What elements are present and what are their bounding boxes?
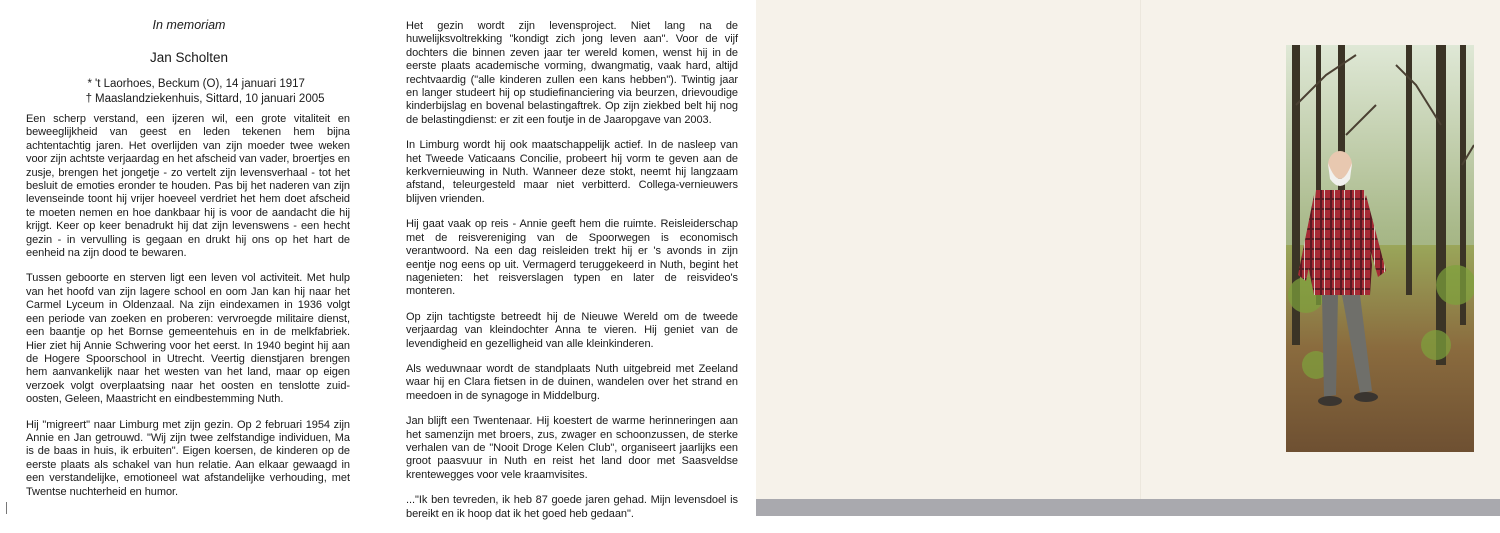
portrait-photo — [1286, 45, 1474, 452]
middle-paragraph: Het gezin wordt zijn levensproject. Niet lang na de huwelijksvoltrekking "kondigt zich jong leven aan". Voor de vijf dochters die binnen zeven jaar ter wereld komen, wenst hij in de eerste plaats academische vorming, dwangmatig, vaak hard, altijd rechtvaardig ("alle kinderen zullen een kans hebben"). Twintig jaar en langer studeert hij op studiefinanciering via beurzen, drievoudige kinderbijslag en bovenal belastingaftrek. Op zijn ziekbed belt hij nog de belastingdienst: er zit een foutje in de Jaaropgave van 2003. — [406, 20, 738, 126]
life-dates — [80, 77, 325, 107]
death-text: Maaslandziekenhuis, Sittard, 10 januari 2005 — [95, 93, 325, 105]
middle-paragraph: Jan blijft een Twentenaar. Hij koestert de warme herinneringen aan het samenzijn met broers, zus, zwager en schoonzussen, de sterke verhalen van de "Nooit Droge Kelen Club", organiseert jaarlijks een groot paasvuur in Nuth en reist het land door met Saasveldse krentewegges voor vele kraamvisites. — [406, 415, 738, 481]
left-body-text — [26, 113, 350, 511]
scan-mark — [6, 502, 7, 514]
death-row — [80, 92, 325, 107]
middle-paragraph: Als weduwnaar wordt de standplaats Nuth uitgebreid met Zeeland waar hij en Clara fietsen in de duinen, wandelen over het strand en meedoen in de synagoge in Middelburg. — [406, 362, 738, 402]
middle-body-text — [406, 20, 738, 533]
birth-text: 't Laorhoes, Beckum (O), 14 januari 1917 — [95, 78, 305, 90]
birth-symbol: * — [87, 78, 92, 90]
deceased-name: Jan Scholten — [149, 50, 229, 65]
card-crease — [1140, 0, 1141, 499]
birth-row — [80, 77, 325, 92]
death-symbol: † — [85, 93, 92, 105]
middle-paragraph: ..."Ik ben tevreden, ik heb 87 goede jaren gehad. Mijn levensdoel is bereikt en ik hoop dat ik het goed heb gedaan". — [406, 494, 738, 520]
left-paragraph: Tussen geboorte en sterven ligt een leven vol activiteit. Met hulp van het hoofd van zijn lagere school en oom Jan kan hij naar het Carmel Lyceum in Oldenzaal. Na zijn eindexamen in 1936 volgt een periode van zoeken en proberen: vervroegde militaire dienst, een baantje op het Bornse gemeentehuis en in de melkfabriek. Hier ziet hij Annie Schwering voor het eerst. In 1940 begint hij aan de Hogere Spoorschool in Utrecht. Veertig dienstjaren brengen hem aanvankelijk naar het westen van het land, maar op eigen verzoek volgt overplaatsing naar het oosten en tenslotte zuid-oosten, Geleen, Maastricht en eindbestemming Nuth. — [26, 272, 350, 406]
middle-paragraph: Op zijn tachtigste betreedt hij de Nieuwe Wereld om de tweede verjaardag van kleindochter Anna te vieren. Hij geniet van de levendigheid en gezelligheid van alle kleinkinderen. — [406, 310, 738, 350]
scan-background-strip — [756, 499, 1500, 516]
left-paragraph: Een scherp verstand, een ijzeren wil, een grote vitaliteit en beweeglijkheid van geest en leden tekenen hem bijna achtentachtig jaren. Het overlijden van zijn moeder twee weken voor zijn achtste verjaardag en het afscheid van vader, broertjes en zusje, brengen het jongetje - zo vertelt zijn levensverhaal - tot het besluit de emoties eronder te houden. Pas bij het naderen van zijn levenseinde toont hij vrijer hoeveel verdriet het hem doet afscheid te moeten nemen en hoe dankbaar hij is voor de aandacht die hij krijgt. Keer op keer benadrukt hij dat zijn levenswens - een hecht gezin - in vervulling is gegaan en drukt hij ons op het hart de eenheid na zijn dood te bewaren. — [26, 113, 350, 260]
left-paragraph: Hij "migreert" naar Limburg met zijn gezin. Op 2 februari 1954 zijn Annie en Jan getrouwd. "Wij zijn twee zelfstandige individuen, Ma is de baas in huis, ik erbuiten". Eigen koersen, de kinderen op de eerste plaats als schakel van hun relatie. Aan elkaar gewaagd in een verstandelijke, emotioneel wat afstandelijke verhouding, met Twentse nuchterheid en humor. — [26, 418, 350, 498]
memoriam-heading: In memoriam — [152, 18, 226, 32]
left-page — [0, 0, 378, 516]
middle-paragraph: In Limburg wordt hij ook maatschappelijk actief. In de nasleep van het Tweede Vaticaans Concilie, probeert hij vorm te geven aan de kerkvernieuwing in Nuth. Wanneer deze stokt, neemt hij langzaam afstand, teleurgesteld maar niet verbitterd. Collega-vernieuwers blijven vrienden. — [406, 139, 738, 205]
forest-walk-photo — [1286, 45, 1474, 452]
middle-paragraph: Hij gaat vaak op reis - Annie geeft hem die ruimte. Reisleiderschap met de reisvereniging van de Spoorwegen is economisch verantwoord. Na een dag reisleiden trekt hij er 's avonds in zijn eentje nog eens op uit. Vermagerd teruggekeerd in Nuth, begint het nagenieten: het reisverslagen typen en later de reisvideo's monteren. — [406, 218, 738, 298]
